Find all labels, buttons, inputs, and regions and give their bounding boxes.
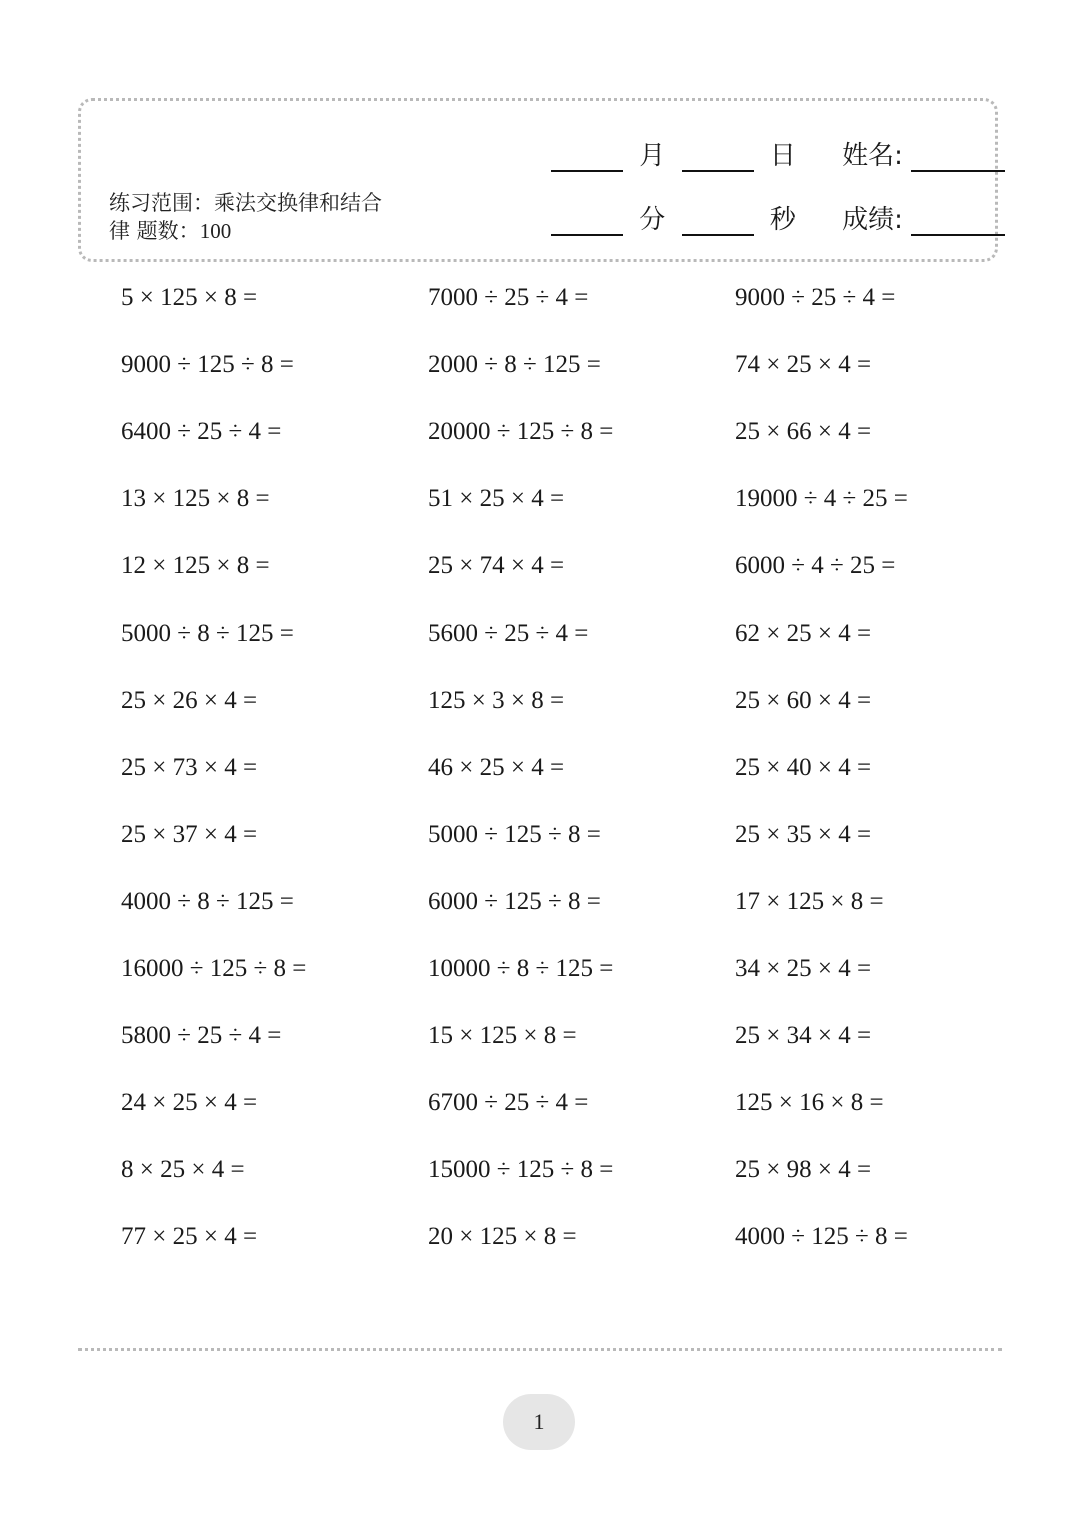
scope-line-2 xyxy=(109,217,409,245)
problem-item: 5 × 125 × 8 = xyxy=(121,284,258,311)
problem-item: 12 × 125 × 8 = xyxy=(121,552,270,580)
problem-item: 13 × 125 × 8 = xyxy=(121,485,270,513)
page-number-badge xyxy=(503,1394,575,1450)
problem-item: 15000 ÷ 125 ÷ 8 = xyxy=(428,1156,614,1184)
second-label: 秒 xyxy=(769,205,796,235)
problem-item: 25 × 40 × 4 = xyxy=(735,753,872,781)
problem-item: 5800 ÷ 25 ÷ 4 = xyxy=(121,1022,282,1050)
scope-line-2-prefix: 律 题数： xyxy=(109,219,200,243)
problem-item: 20000 ÷ 125 ÷ 8 = xyxy=(428,418,614,446)
problem-item: 5000 ÷ 8 ÷ 125 = xyxy=(121,619,294,647)
page-number: 1 xyxy=(533,1409,545,1434)
minute-blank[interactable] xyxy=(551,204,623,236)
problem-item: 8 × 25 × 4 = xyxy=(121,1156,245,1184)
second-blank[interactable] xyxy=(682,204,754,236)
problem-item: 34 × 25 × 4 = xyxy=(735,955,872,982)
practice-scope xyxy=(109,189,409,245)
problem-item: 5600 ÷ 25 ÷ 4 = xyxy=(428,619,589,647)
problem-item: 4000 ÷ 8 ÷ 125 = xyxy=(121,887,294,915)
problem-item: 4000 ÷ 125 ÷ 8 = xyxy=(735,1223,908,1251)
problem-item: 25 × 74 × 4 = xyxy=(428,552,565,580)
score-blank[interactable] xyxy=(911,204,1005,236)
problem-item: 6400 ÷ 25 ÷ 4 = xyxy=(121,418,282,446)
date-name-row xyxy=(551,135,1005,172)
problem-item: 62 × 25 × 4 = xyxy=(735,619,872,647)
problem-item: 20 × 125 × 8 = xyxy=(428,1223,577,1251)
time-score-row xyxy=(551,199,1005,236)
problem-item: 6000 ÷ 4 ÷ 25 = xyxy=(735,552,896,580)
month-blank[interactable] xyxy=(551,140,623,172)
problem-item: 25 × 98 × 4 = xyxy=(735,1156,872,1184)
problem-item: 5000 ÷ 125 ÷ 8 = xyxy=(428,820,601,848)
problem-item: 25 × 60 × 4 = xyxy=(735,686,872,714)
problem-item: 125 × 16 × 8 = xyxy=(735,1089,884,1117)
problem-item: 16000 ÷ 125 ÷ 8 = xyxy=(121,955,307,982)
worksheet-header xyxy=(78,98,998,262)
problem-item: 9000 ÷ 125 ÷ 8 = xyxy=(121,351,294,379)
problem-item: 25 × 34 × 4 = xyxy=(735,1022,872,1050)
problem-item: 6700 ÷ 25 ÷ 4 = xyxy=(428,1089,589,1117)
problem-item: 24 × 25 × 4 = xyxy=(121,1089,258,1117)
minute-label: 分 xyxy=(639,205,666,235)
name-blank[interactable] xyxy=(911,140,1005,172)
name-label: 姓名: xyxy=(842,141,903,171)
problem-item: 6000 ÷ 125 ÷ 8 = xyxy=(428,887,601,915)
score-label: 成绩: xyxy=(842,205,903,235)
problem-item: 7000 ÷ 25 ÷ 4 = xyxy=(428,284,589,311)
problem-item: 125 × 3 × 8 = xyxy=(428,686,565,714)
problem-item: 77 × 25 × 4 = xyxy=(121,1223,258,1251)
problem-item: 46 × 25 × 4 = xyxy=(428,753,565,781)
problem-item: 9000 ÷ 25 ÷ 4 = xyxy=(735,284,896,311)
day-label: 日 xyxy=(769,141,796,171)
problem-item: 25 × 37 × 4 = xyxy=(121,820,258,848)
problem-item: 25 × 73 × 4 = xyxy=(121,753,258,781)
problem-item: 10000 ÷ 8 ÷ 125 = xyxy=(428,955,614,982)
problem-item: 25 × 35 × 4 = xyxy=(735,820,872,848)
problem-item: 51 × 25 × 4 = xyxy=(428,485,565,513)
problem-item: 25 × 26 × 4 = xyxy=(121,686,258,714)
problem-count: 100 xyxy=(199,219,232,243)
problem-item: 2000 ÷ 8 ÷ 125 = xyxy=(428,351,601,379)
problem-item: 15 × 125 × 8 = xyxy=(428,1022,577,1050)
footer-divider xyxy=(78,1348,1002,1351)
problem-item: 74 × 25 × 4 = xyxy=(735,351,872,379)
month-label: 月 xyxy=(639,141,666,171)
problem-item: 17 × 125 × 8 = xyxy=(735,887,884,915)
problem-item: 19000 ÷ 4 ÷ 25 = xyxy=(735,485,908,513)
scope-line-1: 练习范围：乘法交换律和结合 xyxy=(109,191,382,215)
day-blank[interactable] xyxy=(682,140,754,172)
problem-item: 25 × 66 × 4 = xyxy=(735,418,872,446)
